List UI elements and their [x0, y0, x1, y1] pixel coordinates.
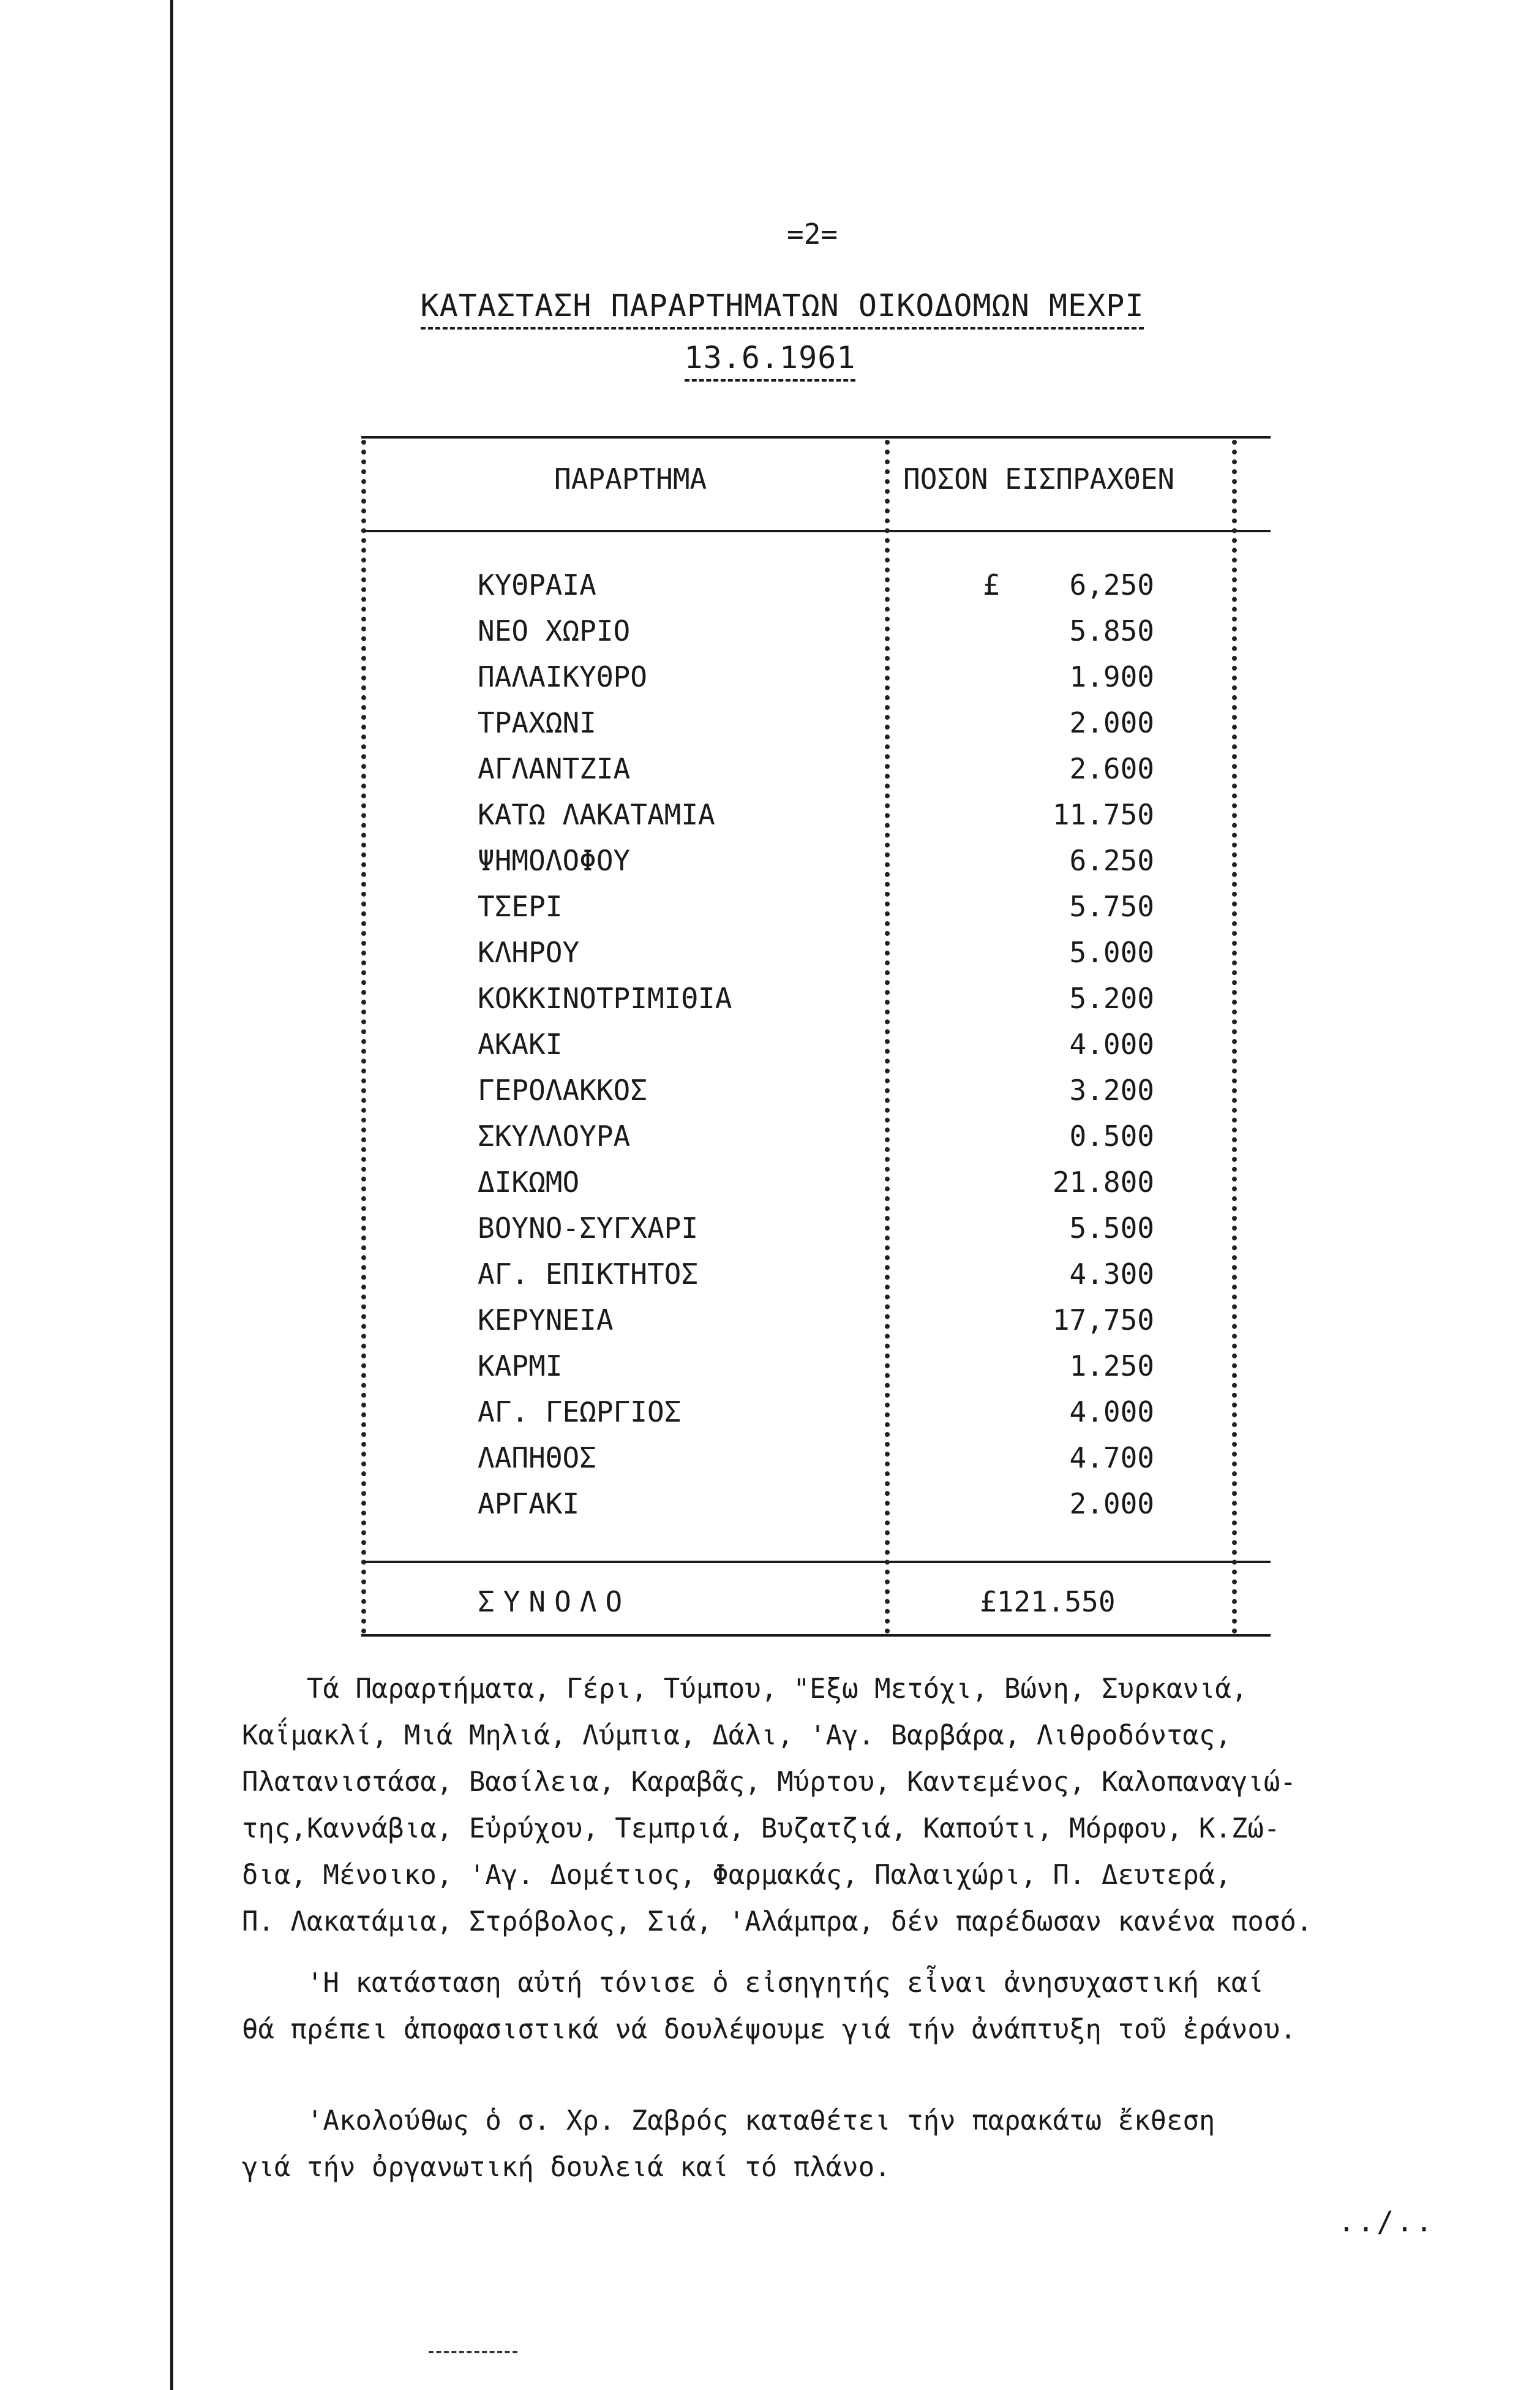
- table-row: [478, 1022, 1274, 1068]
- table-row: [478, 1389, 1274, 1435]
- header-bottom-rule: [361, 530, 1271, 532]
- branch-name: ΚΥΘΡΑΙΑ: [478, 568, 596, 601]
- table-row: [478, 884, 1274, 930]
- table-top-rule: [361, 436, 1271, 439]
- page-number: =2=: [787, 217, 838, 251]
- table-row: [478, 700, 1274, 746]
- table-row: [478, 562, 1274, 608]
- table-row: [478, 1435, 1274, 1481]
- branch-amount: 6.250: [1069, 844, 1154, 877]
- branch-name: ΑΓΛΑΝΤΖΙΑ: [478, 752, 631, 785]
- branch-amount: 4.000: [1069, 1395, 1154, 1428]
- paragraph-branches-no-payment: Τά Παραρτήματα, Γέρι, Τύμπου, "Εξω Μετόχι, Βώνη, Συρκανιά, Καΐμακλί, Μιά Μηλιά, Λύμπια, Δάλι, 'Αγ. Βαρβάρα, Λιθροδόντας, Πλατανιστάσα, Βασίλεια, Καραβᾶς, Μύρτου, Καντεμένος, Καλοπαναγιώ- της,Καννάβια, Εὐρύχου, Τεμπριά, Βυζατζιά, Καπούτι, Μόρφου, Κ.Ζώ- δια, Μένοικο, 'Αγ. Δομέτιος, Φαρμακάς, Παλαιχώρι, Π. Δευτερά, Π. Λακατάμια, Στρόβολος, Σιά, 'Αλάμπρα, δέν παρέδωσαν κανένα ποσό.: [242, 1673, 1313, 1937]
- table-row: [478, 1159, 1274, 1205]
- branch-amount: 17,750: [1052, 1303, 1154, 1336]
- branch-name: ΣΚΥΛΛΟΥΡΑ: [478, 1120, 631, 1153]
- table-row: [478, 608, 1274, 654]
- branch-name: ΚΟΚΚΙΝΟΤΡΙΜΙΘΙΑ: [478, 982, 732, 1015]
- branch-amount: 5.850: [1069, 614, 1154, 647]
- branch-name: ΛΑΠΗΘΟΣ: [478, 1441, 596, 1474]
- branch-amount: 2.000: [1069, 1487, 1154, 1520]
- branch-amount: 6,250: [1069, 568, 1154, 601]
- table-row: [478, 1068, 1274, 1114]
- branch-name: ΒΟΥΝΟ-ΣΥΓΧΑΡΙ: [478, 1212, 699, 1245]
- table-row: [478, 1297, 1274, 1343]
- document-title: [0, 288, 1540, 323]
- branch-amount: 5.200: [1069, 982, 1154, 1015]
- total-top-rule: [361, 1561, 1271, 1563]
- table-row: [478, 792, 1274, 838]
- branch-amount: 4.700: [1069, 1441, 1154, 1474]
- branch-name: ΑΓ. ΓΕΩΡΓΙΟΣ: [478, 1395, 682, 1428]
- table-row: [478, 1481, 1274, 1527]
- branch-amount: 4.000: [1069, 1028, 1154, 1061]
- branch-name: ΑΓ. ΕΠΙΚΤΗΤΟΣ: [478, 1257, 699, 1291]
- branch-amount: 2.600: [1069, 752, 1154, 785]
- table-row: [478, 1251, 1274, 1297]
- title-line-1: ΚΑΤΑΣΤΑΣΗ ΠΑΡΑΡΤΗΜΑΤΩΝ ΟΙΚΟΔΟΜΩΝ ΜΕΧΡΙ: [421, 288, 1144, 330]
- branch-name: ΓΕΡΟΛΑΚΚΟΣ: [478, 1074, 647, 1107]
- continuation-mark: ../..: [1338, 2205, 1435, 2238]
- branch-name: ΝΕΟ ΧΩΡΙΟ: [478, 614, 631, 647]
- branch-name: ΚΛΗΡΟΥ: [478, 936, 580, 969]
- branch-name: ΚΑΡΜΙ: [478, 1349, 563, 1382]
- branch-name: ΑΚΑΚΙ: [478, 1028, 563, 1061]
- branch-amount: 21.800: [1052, 1166, 1154, 1199]
- paragraph-report: 'Ακολούθως ὁ σ. Χρ. Ζαβρός καταθέτει τήν παρακάτω ἔκθεση γιά τήν ὀργανωτική δουλειά καί τό πλάνο.: [242, 2105, 1215, 2183]
- branch-amount: 0.500: [1069, 1120, 1154, 1153]
- table-left-border: [361, 440, 366, 1634]
- branch-name: ΠΑΛΑΙΚΥΘΡΟ: [478, 660, 647, 693]
- paragraph-concern: 'Η κατάσταση αὐτή τόνισε ὁ εἰσηγητής εἶναι ἀνησυχαστική καί θά πρέπει ἀποφασιστικά νά δουλέψουμε γιά τήν ἀνάπτυξη τοῦ ἐράνου.: [242, 1967, 1296, 2045]
- total-amount: £121.550: [980, 1585, 1116, 1618]
- total-label: ΣΥΝΟΛΟ: [478, 1585, 631, 1618]
- document-title-date: [0, 340, 1540, 375]
- branch-name: ΔΙΚΩΜΟ: [478, 1166, 580, 1199]
- branch-name: ΚΕΡΥΝΕΙΑ: [478, 1303, 614, 1336]
- table-row: [478, 1343, 1274, 1389]
- table-row: [478, 654, 1274, 700]
- branch-name: ΚΑΤΩ ΛΑΚΑΤΑΜΙΑ: [478, 798, 715, 831]
- branch-amount: 3.200: [1069, 1074, 1154, 1107]
- table-row: [478, 930, 1274, 976]
- header-branch: ΠΑΡΑΡΤΗΜΑ: [554, 462, 707, 496]
- title-line-2: 13.6.1961: [685, 340, 856, 382]
- dash-mark: [429, 2351, 517, 2353]
- branch-amount: 1.250: [1069, 1349, 1154, 1382]
- branch-amount: 5.750: [1069, 890, 1154, 923]
- total-row: [478, 1579, 1274, 1625]
- table-row: [478, 746, 1274, 792]
- branch-name: ΑΡΓΑΚΙ: [478, 1487, 580, 1520]
- branch-name: ΤΡΑΧΩΝΙ: [478, 706, 596, 739]
- branch-amount: 5.000: [1069, 936, 1154, 969]
- branch-amount: 4.300: [1069, 1257, 1154, 1291]
- table-bottom-rule: [361, 1634, 1271, 1637]
- table-body: [478, 562, 1274, 1527]
- branch-amount: 11.750: [1052, 798, 1154, 831]
- branch-amount: 5.500: [1069, 1212, 1154, 1245]
- branch-amount: 2.000: [1069, 706, 1154, 739]
- table-row: [478, 1114, 1274, 1159]
- branch-name: ΤΣΕΡΙ: [478, 890, 563, 923]
- currency-symbol: £: [983, 568, 1000, 601]
- table-row: [478, 1205, 1274, 1251]
- header-amount: ΠΟΣΟΝ ΕΙΣΠΡΑΧΘΕΝ: [903, 462, 1175, 496]
- branch-amount: 1.900: [1069, 660, 1154, 693]
- branch-name: ΨΗΜΟΛΟΦΟΥ: [478, 844, 631, 877]
- table-row: [478, 838, 1274, 884]
- table-row: [478, 976, 1274, 1022]
